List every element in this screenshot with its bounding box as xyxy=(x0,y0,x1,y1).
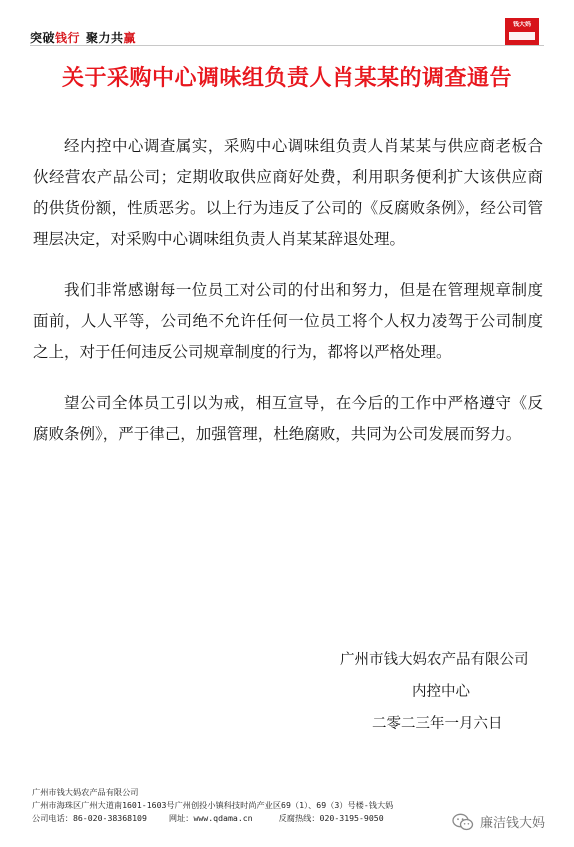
signature-department: 内控中心 xyxy=(412,684,470,700)
brand-logo xyxy=(505,18,539,45)
slogan-part4: 赢 xyxy=(123,31,137,45)
paragraph-2: 我们非常感谢每一位员工对公司的付出和努力，但是在管理规章制度面前，人人平等，公司绝不允许任何一位员工将个人权力凌驾于公司制度之上，对于任何违反公司规章制度的行为，都将以严格处理。 xyxy=(33,281,543,361)
footer xyxy=(32,786,452,825)
slogan-part1: 突破 xyxy=(30,31,56,45)
paragraph-3: 望公司全体员工引以为戒，相互宣导，在今后的工作中严格遵守《反腐败条例》，严于律己，加强管理，杜绝腐败，共同为公司发展而努力。 xyxy=(33,394,543,443)
watermark xyxy=(452,812,545,831)
footer-company: 广州市钱大妈农产品有限公司 xyxy=(32,787,139,797)
slogan-part3: 聚力共 xyxy=(86,31,124,45)
notice-title: 关于采购中心调味组负责人肖某某的调查通告 xyxy=(61,66,512,91)
header-slogan xyxy=(30,29,136,46)
header xyxy=(0,0,574,52)
slogan-part2: 钱行 xyxy=(55,31,81,45)
notice-body xyxy=(33,131,543,470)
paragraph-1: 经内控中心调查属实，采购中心调味组负责人肖某某与供应商老板合伙经营农产品公司；定期收取供应商好处费，利用职务便利扩大该供应商的供货份额，性质恶劣。以上行为违反了公司的《反腐败条例》，经公司管理层决定，对采购中心调味组负责人肖某某辞退处理。 xyxy=(33,137,543,248)
footer-hotline: 反腐热线：020-3195-9050 xyxy=(278,813,384,823)
logo-mark xyxy=(509,32,535,40)
watermark-text: 廉洁钱大妈 xyxy=(480,816,546,831)
wechat-icon xyxy=(452,813,474,831)
logo-text: 钱大妈 xyxy=(512,21,531,28)
footer-address: 广州市海珠区广州大道南1601-1603号广州创投小镇科技时尚产业区69（1）、69（3）号楼-钱大妈 xyxy=(32,800,394,810)
footer-phone: 公司电话：86-020-38368109 xyxy=(32,813,147,823)
signature-date: 二零二三年一月六日 xyxy=(372,716,503,732)
footer-website: 网址：www.qdama.cn xyxy=(168,813,253,823)
footer-contacts xyxy=(32,812,452,825)
signature-company: 广州市钱大妈农产品有限公司 xyxy=(340,652,529,668)
header-divider xyxy=(30,45,544,46)
